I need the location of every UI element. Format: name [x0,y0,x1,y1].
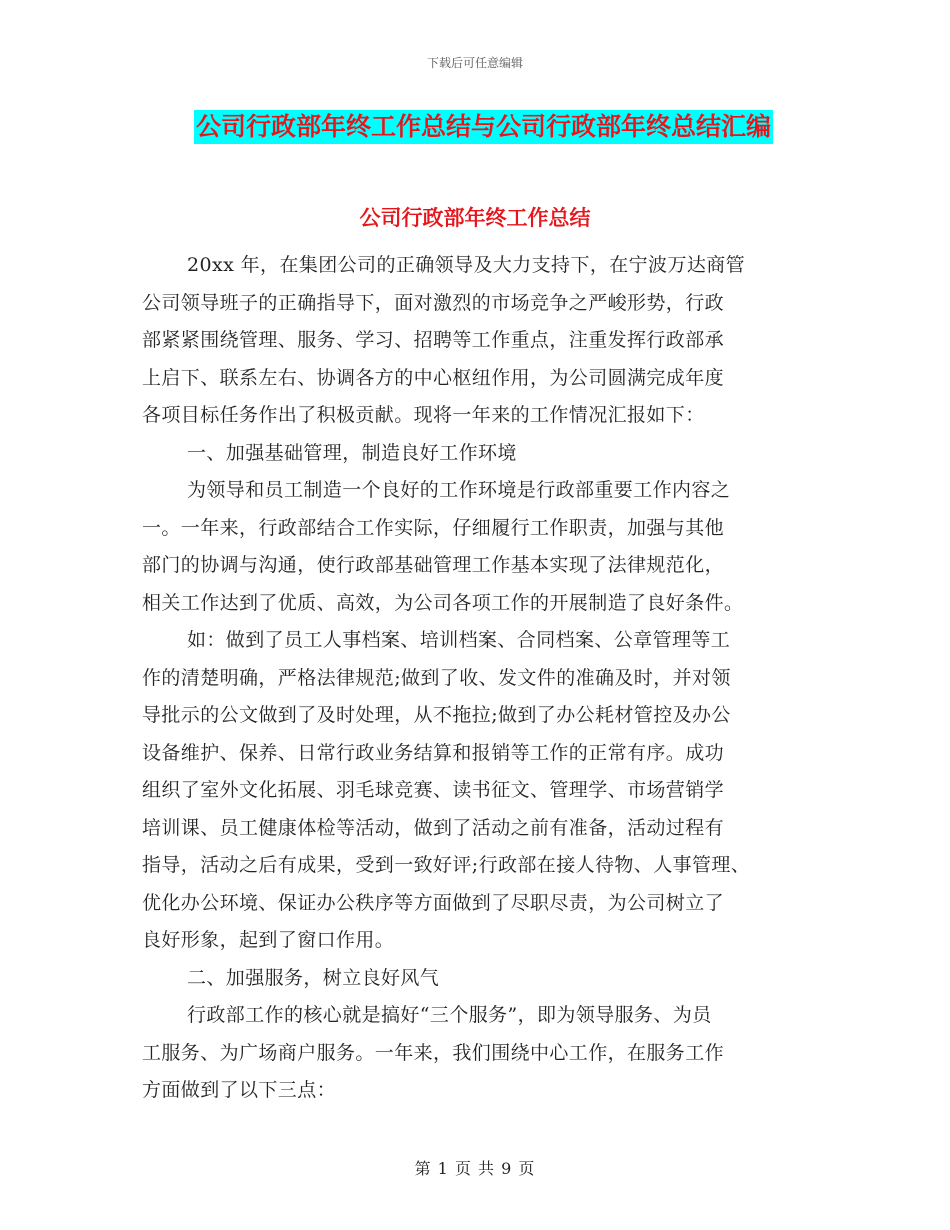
paragraph-line: 相关工作达到了优质、高效，为公司各项工作的开展制造了良好条件。 [142,591,744,614]
paragraph-line: 为领导和员工制造一个良好的工作环境是行政部重要工作内容之 [187,479,731,501]
paragraph-line: 优化办公环境、保证办公秩序等方面做到了尽职尽责，为公司树立了 [142,891,725,914]
paragraph-line: 各项目标任务作出了积极贡献。现将一年来的工作情况汇报如下： [142,404,705,426]
subheading: 二、加强服务，树立良好风气 [187,966,440,989]
paragraph-line: 培训课、员工健康体检等活动，做到了活动之前有准备，活动过程有 [142,816,725,839]
paragraph-line: 上启下、联系左右、协调各方的中心枢纽作用，为公司圆满完成年度 [142,366,725,389]
paragraph-line: 工服务、为广场商户服务。一年来，我们围绕中心工作，在服务工作 [142,1041,725,1064]
paragraph-line: 良好形象，起到了窗口作用。 [142,929,395,951]
subheading: 一、加强基础管理，制造良好工作环境 [187,441,517,464]
header-note: 下载后可任意编辑 [426,56,523,70]
document-title: 公司行政部年终工作总结与公司行政部年终总结汇编 [194,110,773,144]
paragraph-line: 如：做到了员工人事档案、培训档案、合同档案、公章管理等工 [187,629,731,651]
page-number-footer: 第 1 页 共 9 页 [414,1159,536,1178]
paragraph-line: 组织了室外文化拓展、羽毛球竞赛、读书征文、管理学、市场营销学 [142,779,725,801]
paragraph-line: 部门的协调与沟通，使行政部基础管理工作基本实现了法律规范化， [142,554,725,576]
paragraph-line: 20xx 年，在集团公司的正确领导及大力支持下，在宁波万达商管 [187,254,746,276]
paragraph-line: 部紧紧围绕管理、服务、学习、招聘等工作重点，注重发挥行政部承 [142,329,725,351]
paragraph-line: 一。一年来，行政部结合工作实际，仔细履行工作职责，加强与其他 [142,516,725,539]
paragraph-line: 方面做到了以下三点： [142,1079,337,1101]
paragraph-line: 指导，活动之后有成果，受到一致好评;行政部在接人待物、人事管理、 [142,854,751,876]
paragraph-line: 作的清楚明确，严格法律规范;做到了收、发文件的准确及时，并对领 [142,666,731,689]
paragraph-line: 行政部工作的核心就是搞好“三个服务”，即为领导服务、为员 [187,1004,712,1026]
paragraph-line: 导批示的公文做到了及时处理，从不拖拉;做到了办公耗材管控及办公 [142,704,731,726]
paragraph-line: 设备维护、保养、日常行政业务结算和报销等工作的正常有序。成功 [142,741,725,764]
paragraph-line: 公司领导班子的正确指导下，面对激烈的市场竞争之严峻形势，行政 [142,291,725,314]
section-title: 公司行政部年终工作总结 [359,206,591,230]
document-body [142,247,822,1110]
